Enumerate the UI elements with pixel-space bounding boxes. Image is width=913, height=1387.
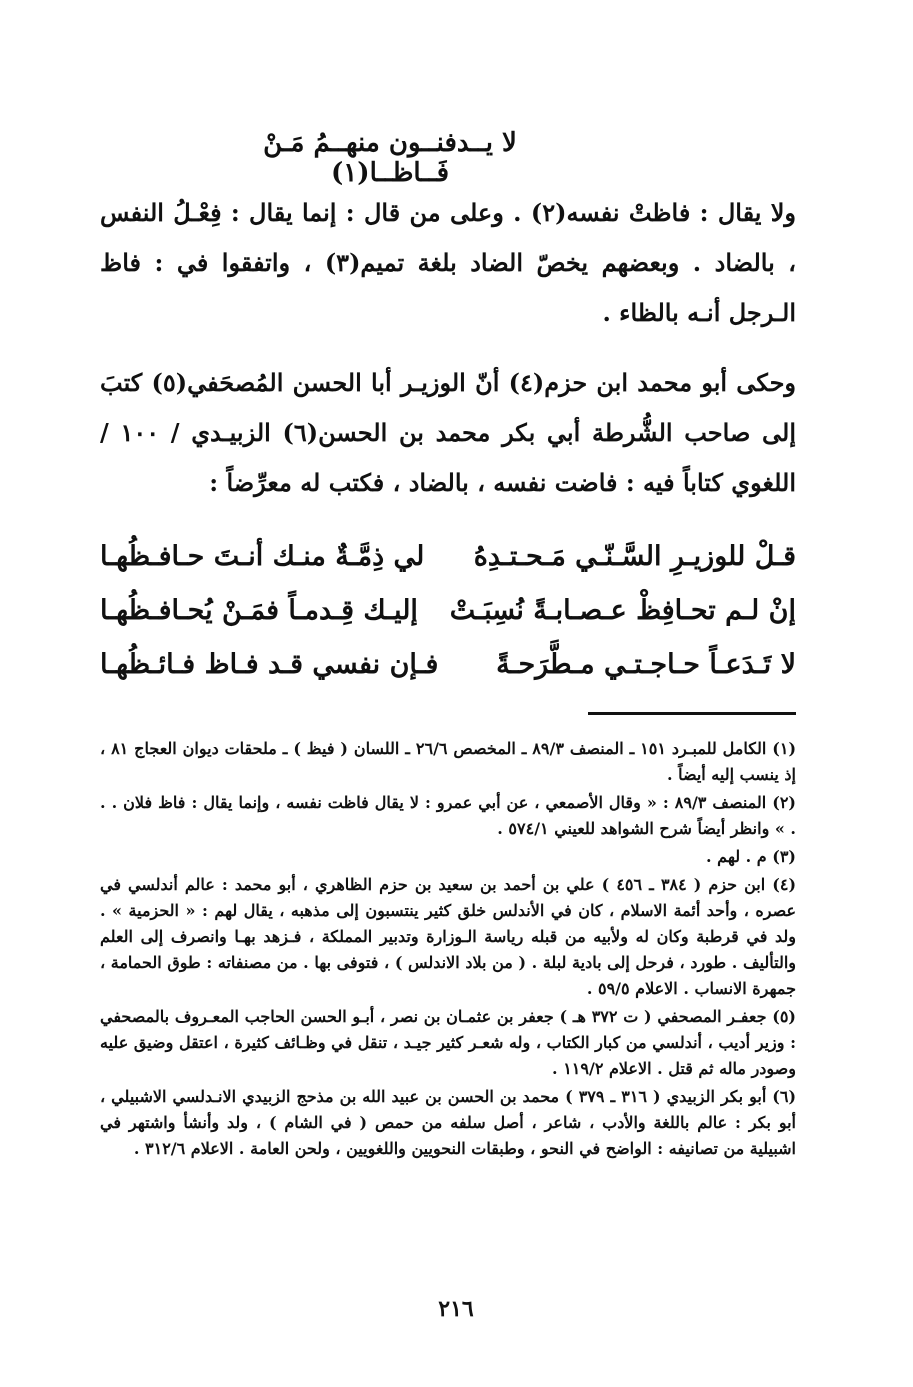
verse-second-hemistich: فـإن نفسي قـد فـاظ فـائـظُهـا — [100, 649, 439, 680]
poem-verse — [100, 638, 796, 692]
poem — [100, 530, 796, 692]
footnote-divider — [588, 712, 796, 715]
verse-second-hemistich: إليـك قِـدمـاً فمَـنْ يُحـافـظُهـا — [100, 595, 418, 626]
poem-verse — [100, 584, 796, 638]
verse-first-hemistich: إنْ لـم تحـافِظْ عـصـابـةً نُسِبَـتْ — [449, 595, 796, 626]
footnote-2: (٢) المنصف ٨٩/٣ : « وقال الأصمعي ، عن أبي عمرو : لا يقال فاظت نفسه ، وإنما يقال : فاظ فلان . . . » وانظر أيضاً شرح الشواهد للعيني ٥٧٤/١ . — [100, 793, 796, 838]
page-number: ٢١٦ — [438, 1296, 474, 1322]
paragraph-1: ولا يقال : فاظتْ نفسه(٢) . وعلى من قال : إنما يقال : فِعْـلُ النفس ، بالضاد . وبعضهم يخصّ الضاد بلغة تميم(٣) ، واتفقوا في : فاظ الـرجل أنـه بالظاء . — [100, 198, 796, 327]
verse-heading: لا يــدفنــون منهــمُ مَـنْ فَــاظــا(١) — [263, 128, 517, 188]
verse-first-hemistich: لا تَـدَعـاً حـاجـتـي مـطَّرَحـةً — [496, 649, 796, 680]
poem-verse — [100, 530, 796, 584]
footnote-1: (١) الكامل للمبـرد ١٥١ ـ المنصف ٨٩/٣ ـ المخصص ٢٦/٦ ـ اللسان ( فيظ ) ـ ملحقات ديوان العجاج ٨١ ، إذ ينسب إليه أيضاً . — [100, 739, 797, 784]
footnotes — [100, 736, 796, 1164]
footnote-5: (٥) جعفـر المصحفي ( ت ٣٧٢ هـ ) جعفر بن عثمـان بن نصر ، أبـو الحسن الحاجب المعـروف بالمصحفي : وزير أديب ، أندلسي من كبار الكتاب ، وله شعـر كثير جيـد ، تنقل في وظـائف كثيرة ، اعتقل وضيق عليه وصودر ماله ثم قتل . الاعلام ١١٩/٢ . — [100, 1007, 796, 1078]
footnote-4: (٤) ابن حزم ( ٣٨٤ ـ ٤٥٦ ) علي بن أحمد بن سعيد بن حزم الظاهري ، أبو محمد : عالم أندلسي في عصره ، وأحد أئمة الاسلام ، كان في الأندلس خلق كثير ينتسبون إلى مذهبه ، يقال لهم : « الحزمية » . ولد في قرطبة وكان له ولأبيه من قبله رياسة الـوزارة وتدبير المملكة ، فـزهد بهـا وانصرف إلى العلم والتأليف . طورد ، فرحل إلى بادية لبلة . ( من بلاد الاندلس ) ، فتوفى بها . من مصنفاته : طوق الحمامة ، جمهرة الانساب . الاعلام ٥٩/٥ . — [100, 875, 797, 998]
paragraph-2: وحكى أبو محمد ابن حزم(٤) أنّ الوزيـر أبا الحسن المُصحَفي(٥) كتبَ إلى صاحب الشُّرطة أبي بكر محمد بن الحسن(٦) الزبيـدي / ١٠٠ / اللغوي كتاباً فيه : فاضت نفسه ، بالضاد ، فكتب له معرِّضاً : — [100, 368, 796, 497]
verse-second-hemistich: لي ذِمَّـةٌ منـك أنـتَ حـافـظُهـا — [100, 541, 425, 572]
footnote-3: (٣) م . لهم . — [706, 847, 796, 866]
verse-first-hemistich: قـلْ للوزيـرِ السَّـنّـي مَـحـتـدِهُ — [473, 541, 796, 572]
footnote-6: (٦) أبو بكر الزبيدي ( ٣١٦ ـ ٣٧٩ ) محمد بن الحسن بن عبيد الله بن مذحج الزبيدي الانـدلسي الاشبيلي ، أبو بكر : عالم باللغة والأدب ، شاعر ، أصل سلفه من حمص ( في الشام ) ، ولد وأنشأ واشتهر في اشبيلية من تصانيفه : الواضح في النحو ، وطبقات النحويين واللغويين ، ولحن العامة . الاعلام ٣١٢/٦ . — [100, 1087, 797, 1158]
